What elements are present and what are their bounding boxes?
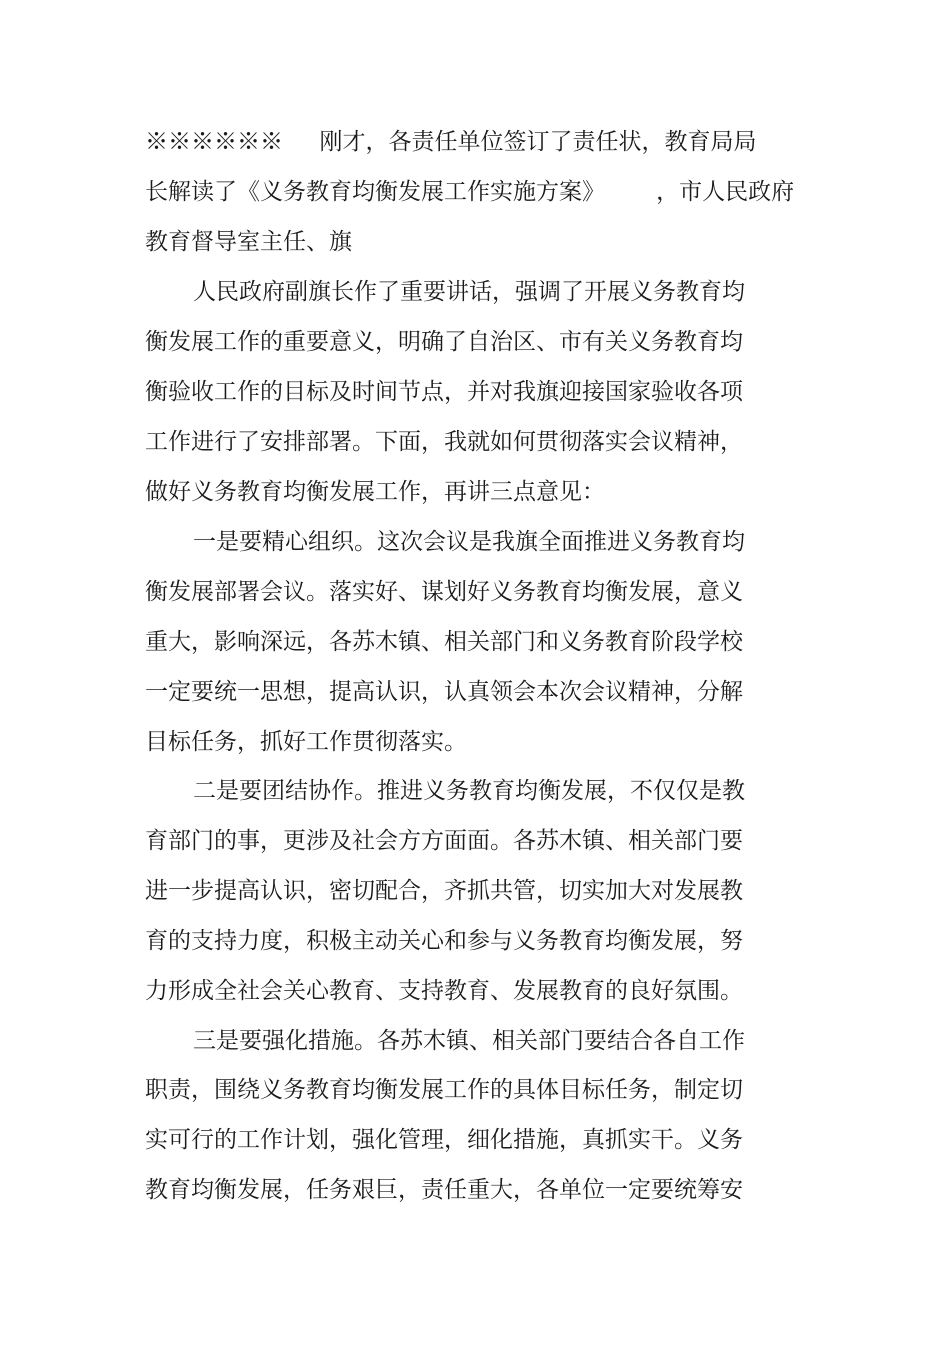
- text-line: 教育督导室主任、旗: [145, 229, 352, 255]
- text-line: 长解读了《义务教育均衡发展工作实施方案》 ，市人民政府: [145, 179, 795, 205]
- paragraph-first-line: 二是要团结协作。推进义务教育均衡发展，不仅仅是教: [193, 778, 745, 804]
- paragraph-first-line: 一是要精心组织。这次会议是我旗全面推进义务教育均: [193, 529, 745, 555]
- text-line: 育的支持力度，积极主动关心和参与义务教育均衡发展，努: [145, 928, 743, 954]
- text-line: 工作进行了安排部署。下面，我就如何贯彻落实会议精神，: [145, 429, 743, 455]
- text-line: 实可行的工作计划，强化管理，细化措施，真抓实干。义务: [145, 1127, 743, 1153]
- text-line: 进一步提高认识，密切配合，齐抓共管，切实加大对发展教: [145, 878, 743, 904]
- text-line: 衡验收工作的目标及时间节点，并对我旗迎接国家验收各项: [145, 379, 743, 405]
- paragraph-first-line: 人民政府副旗长作了重要讲话，强调了开展义务教育均: [193, 279, 745, 305]
- text-line: 做好义务教育均衡发展工作，再讲三点意见：: [145, 479, 605, 505]
- text-line: 衡发展工作的重要意义，明确了自治区、市有关义务教育均: [145, 329, 743, 355]
- text-line: 目标任务，抓好工作贯彻落实。: [145, 729, 467, 755]
- text-line: 职责，围绕义务教育均衡发展工作的具体目标任务，制定切: [145, 1077, 743, 1103]
- text-line: 一定要统一思想，提高认识，认真领会本次会议精神，分解: [145, 679, 743, 705]
- text-line: ※※※※※※ 刚才，各责任单位签订了责任状，教育局局: [145, 129, 757, 155]
- text-line: 力形成全社会关心教育、支持教育、发展教育的良好氛围。: [145, 978, 743, 1004]
- text-line: 衡发展部署会议。落实好、谋划好义务教育均衡发展，意义: [145, 579, 743, 605]
- paragraph-first-line: 三是要强化措施。各苏木镇、相关部门要结合各自工作: [193, 1028, 745, 1054]
- text-line: 重大，影响深远，各苏木镇、相关部门和义务教育阶段学校: [145, 629, 743, 655]
- text-line: 育部门的事，更涉及社会方方面面。各苏木镇、相关部门要: [145, 828, 743, 854]
- text-line: 教育均衡发展，任务艰巨，责任重大，各单位一定要统筹安: [145, 1177, 743, 1203]
